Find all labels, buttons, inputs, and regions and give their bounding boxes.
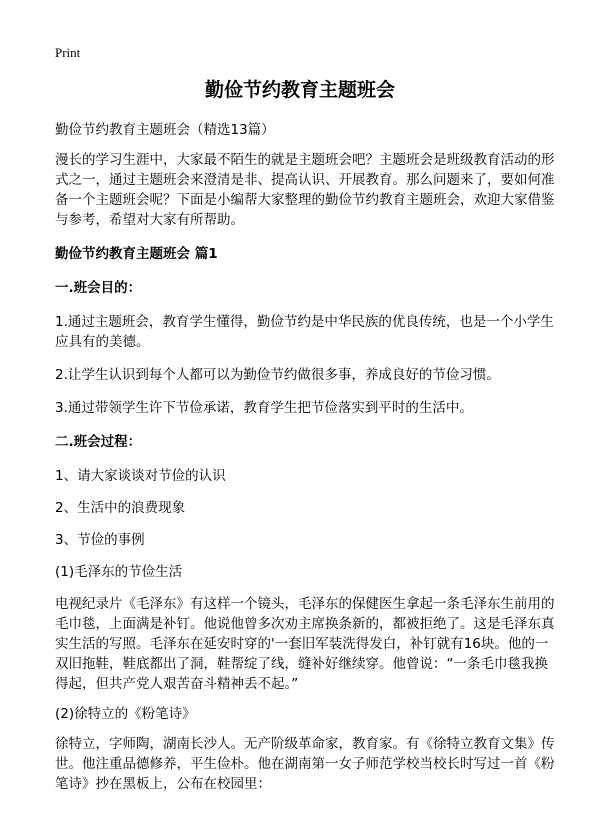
story-title: (2)徐特立的《粉笔诗》 (55, 706, 196, 722)
print-link[interactable]: Print (55, 45, 81, 60)
section-title: 勤俭节约教育主题班会 篇1 (55, 246, 218, 262)
story-paragraph: 徐特立，字师陶，湖南长沙人。无产阶级革命家，教育家。有《徐特立教育文集》传世。他注重品德修养，平生俭朴。他在湖南第一女子师范学校当校长时写过一首《粉笔诗》抄在黑板上，公布在校园里： (55, 736, 555, 792)
process-step: 3、节俭的事例 (55, 532, 145, 548)
goal-heading: 一.班会目的： (55, 280, 142, 296)
goal-item: 2.让学生认识到每个人都可以为勤俭节约做很多事，养成良好的节俭习惯。 (55, 367, 500, 383)
document-body (55, 120, 555, 804)
document-title: 勤俭节约教育主题班会 (204, 79, 395, 101)
process-step: 2、生活中的浪费现象 (55, 500, 186, 516)
document-subtitle: 勤俭节约教育主题班会（精选13篇） (55, 122, 275, 138)
intro-paragraph: 漫长的学习生涯中，大家最不陌生的就是主题班会吧？主题班会是班级教育活动的形式之一，通过主题班会来澄清是非、提高认识、开展教育。那么问题来了，要如何准备一个主题班会呢？下面是小编帮大家整理的勤俭节约教育主题班会，欢迎大家借鉴与参考，希望对大家有所帮助。 (55, 152, 555, 228)
goal-item: 3.通过带领学生许下节俭承诺，教育学生把节俭落实到平时的生活中。 (55, 400, 473, 416)
story-title: (1)毛泽东的节俭生活 (55, 564, 183, 580)
story-paragraph: 电视纪录片《毛泽东》有这样一个镜头，毛泽东的保健医生拿起一条毛泽东生前用的毛巾毯，上面满是补钉。他说他曾多次劝主席换条新的，都被拒绝了。这是毛泽东真实生活的写照。毛泽东在延安时穿的'一套旧军装洗得发白，补钉就有16块。他的一双旧拖鞋，鞋底都出了洞，鞋帮绽了线，缝补好继续穿。他曾说：“一条毛巾毯我换得起，但共产党人艰苦奋斗精神丢不起。” (55, 596, 555, 692)
goal-item: 1.通过主题班会，教育学生懂得，勤俭节约是中华民族的优良传统，也是一个小学生应具有的美德。 (55, 314, 554, 350)
process-step: 1、请大家谈谈对节俭的认识 (55, 468, 226, 484)
process-heading: 二.班会过程： (55, 434, 142, 450)
